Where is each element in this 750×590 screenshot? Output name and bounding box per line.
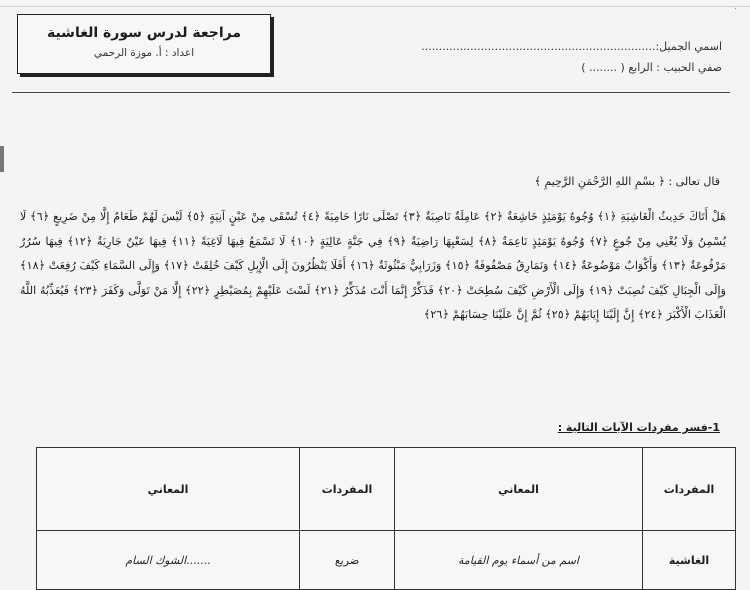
meaning-cell-2[interactable]: .......الشوك السام: [37, 531, 300, 590]
col-header-word-1: المفردات: [643, 448, 736, 531]
col-header-meaning-1: المعاني: [395, 448, 643, 531]
scan-speck: ·: [734, 4, 738, 15]
top-rule: [0, 6, 750, 7]
header-divider: [12, 92, 730, 93]
col-header-word-2: المفردات: [300, 448, 395, 531]
author-label: اعداد : أ. موزة الرحمي: [93, 47, 195, 59]
scan-edge-mark: [0, 146, 4, 172]
meaning-cell-1[interactable]: اسم من أسماء يوم القيامة: [395, 531, 643, 590]
title-box: [17, 14, 271, 74]
question-1-heading: 1-فسر مفردات الآيات التالية :: [557, 421, 720, 434]
col-header-meaning-2: المعاني: [37, 448, 300, 531]
page-title: مراجعة لدرس سورة الغاشية: [46, 25, 242, 41]
vocabulary-table: [36, 447, 736, 590]
table-header-row: [37, 448, 736, 531]
word-cell-2: ضريع: [300, 531, 395, 590]
word-cell-1: الغاشية: [643, 531, 736, 590]
student-info: [302, 36, 722, 78]
basmala-intro: قال تعالى : ﴿ بسْمِ اللهِ الرَّحْمَنِ الرَّحِيمِ ﴾: [534, 175, 720, 188]
surah-verses: هَلْ أَتَاكَ حَدِيثُ الْغَاشِيَةِ ﴿١﴾ وُجُوهٌ يَوْمَئِذٍ خَاشِعَةٌ ﴿٢﴾ عَامِلَةٌ نَاصِبَةٌ ﴿٣﴾ تَصْلَى نَارًا حَامِيَةً ﴿٤﴾ تُسْقَى مِنْ عَيْنٍ آنِيَةٍ ﴿٥﴾ لَيْسَ لَهُمْ طَعَامٌ إِلَّا مِنْ ضَرِيعٍ ﴿٦﴾ لَا يُسْمِنُ وَلَا يُغْنِي مِنْ جُوعٍ ﴿٧﴾ وُجُوهٌ يَوْمَئِذٍ نَاعِمَةٌ ﴿٨﴾ لِسَعْيِهَا رَاضِيَةٌ ﴿٩﴾ فِي جَنَّةٍ عَالِيَةٍ ﴿١٠﴾ لَا تَسْمَعُ فِيهَا لَاغِيَةً ﴿١١﴾ فِيهَا عَيْنٌ جَارِيَةٌ ﴿١٢﴾ فِيهَا سُرُرٌ مَرْفُوعَةٌ ﴿١٣﴾ وَأَكْوَابٌ مَوْضُوعَةٌ ﴿١٤﴾ وَنَمَارِقُ مَصْفُوفَةٌ ﴿١٥﴾ وَزَرَابِيُّ مَبْثُوثَةٌ ﴿١٦﴾ أَفَلَا يَنْظُرُونَ إِلَى الْإِبِلِ كَيْفَ خُلِقَتْ ﴿١٧﴾ وَإِلَى السَّمَاءِ كَيْفَ رُفِعَتْ ﴿١٨﴾ وَإِلَى الْجِبَالِ كَيْفَ نُصِبَتْ ﴿١٩﴾ وَإِلَى الْأَرْضِ كَيْفَ سُطِحَتْ ﴿٢٠﴾ فَذَكِّرْ إِنَّمَا أَنْتَ مُذَكِّرٌ ﴿٢١﴾ لَسْتَ عَلَيْهِمْ بِمُصَيْطِرٍ ﴿٢٢﴾ إِلَّا مَنْ تَوَلَّى وَكَفَرَ ﴿٢٣﴾ فَيُعَذِّبُهُ اللَّهُ الْعَذَابَ الْأَكْبَرَ ﴿٢٤﴾ إِنَّ إِلَيْنَا إِيَابَهُمْ ﴿٢٥﴾ ثُمَّ إِنَّ عَلَيْنَا حِسَابَهُمْ ﴿٢٦﴾: [20, 210, 727, 321]
name-field: اسمي الجميل:...................................................................: [421, 40, 722, 53]
class-field: صفي الحبيب : الرابع ( ........ ): [581, 61, 722, 74]
table-row: [37, 531, 736, 590]
